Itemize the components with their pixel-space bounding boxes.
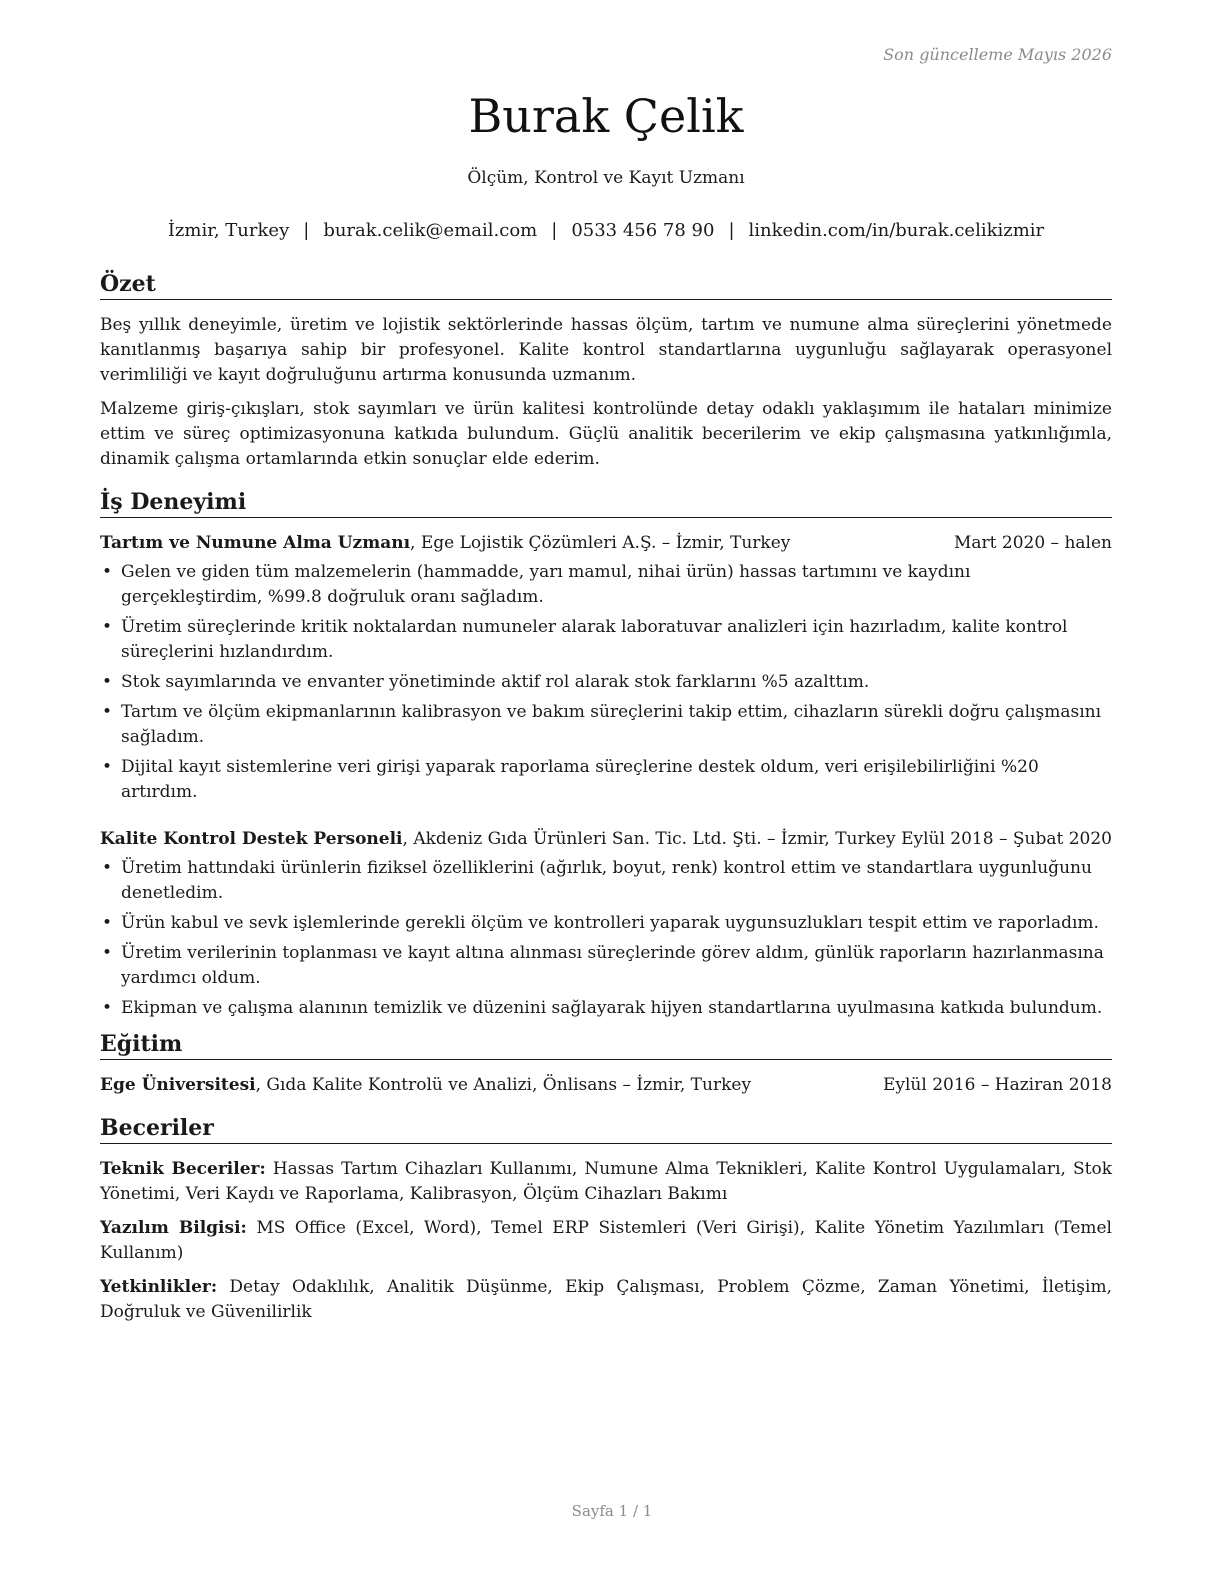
job-header [100, 827, 1112, 852]
skills-section [100, 1114, 1112, 1334]
skill-text: Hassas Tartım Cihazları Kullanımı, Numune Alma Teknikleri, Kalite Kontrol Uygulamaları, Stok Yönetimi, Veri Kaydı ve Raporlama, Kalibrasyon, Ölçüm Cihazları Bakımı [100, 1159, 1112, 1204]
bullet-text: Tartım ve ölçüm ekipmanlarının kalibrasyon ve bakım süreçlerini takip ettim, cihazların sürekli doğru çalışmasını sağladım. [121, 702, 1102, 747]
bullet-text: Üretim verilerinin toplanması ve kayıt altına alınması süreçlerinde görev aldım, günlük raporların hazırlanmasına yardımcı oldum. [121, 943, 1104, 988]
contact-linkedin[interactable]: linkedin.com/in/burak.celikizmir [748, 220, 1045, 241]
list-item [100, 670, 1112, 695]
bullet-icon: • [102, 617, 113, 637]
skill-label: Teknik Beceriler: [100, 1159, 266, 1179]
job-title-line [100, 531, 790, 556]
skill-group [100, 1275, 1112, 1325]
contact-separator: | [551, 220, 558, 241]
list-item [100, 941, 1112, 991]
skill-label: Yetkinlikler: [100, 1277, 218, 1297]
job-dates: Eylül 2018 – Şubat 2020 [901, 829, 1112, 849]
list-item [100, 755, 1112, 805]
education-entry [100, 1073, 1112, 1098]
contact-phone[interactable]: 0533 456 78 90 [571, 220, 715, 241]
education-detail: , Gıda Kalite Kontrolü ve Analizi, Önlisans – İzmir, Turkey [255, 1075, 752, 1095]
list-item [100, 856, 1112, 906]
bullet-icon: • [102, 672, 113, 692]
summary-paragraph: Beş yıllık deneyimle, üretim ve lojistik sektörlerinde hassas ölçüm, tartım ve numune alma süreçlerini yönetmede kanıtlanmış başarıya sahip bir profesyonel. Kalite kontrol standartlarına uygunluğu sağlayarak operasyonel verimliliği ve kayıt doğruluğunu artırma konusunda uzmanım. [100, 315, 1112, 385]
section-heading-summary: Özet [100, 270, 1112, 300]
section-heading-skills: Beceriler [100, 1114, 1112, 1144]
job-role: Tartım ve Numune Alma Uzmanı [100, 533, 411, 553]
job-bullets [100, 856, 1112, 1021]
bullet-text: Ürün kabul ve sevk işlemlerinde gerekli ölçüm ve kontrolleri yaparak uygunsuzlukları tespit ettim ve raporladım. [121, 913, 1099, 933]
job-company: , Ege Lojistik Çözümleri A.Ş. – İzmir, Turkey [410, 533, 791, 553]
experience-section [100, 488, 1112, 1026]
job-company: , Akdeniz Gıda Ürünleri San. Tic. Ltd. Şti. – İzmir, Turkey [402, 829, 896, 849]
page-number: Sayfa 1 / 1 [571, 1502, 653, 1520]
list-item [100, 560, 1112, 610]
bullet-icon: • [102, 562, 113, 582]
list-item [100, 996, 1112, 1021]
last-updated: Son güncelleme Mayıs 2026 [883, 45, 1112, 64]
job-bullets [100, 560, 1112, 805]
summary-paragraph: Malzeme giriş-çıkışları, stok sayımları ve ürün kalitesi kontrolünde detay odaklı yaklaşımım ile hataları minimize ettim ve süreç optimizasyonuna katkıda bulundum. Güçlü analitik becerilerim ve ekip çalışmasına yatkınlığımla, dinamik çalışma ortamlarında etkin sonuçlar elde ederim. [100, 399, 1112, 469]
bullet-text: Üretim süreçlerinde kritik noktalardan numuneler alarak laboratuvar analizleri için hazırladım, kalite kontrol süreçlerini hızlandırdım. [121, 617, 1068, 662]
job-dates: Mart 2020 – halen [953, 533, 1112, 553]
job-header [100, 531, 1112, 556]
job-entry [100, 827, 1112, 1021]
bullet-text: Stok sayımlarında ve envanter yönetiminde aktif rol alarak stok farklarını %5 azalttım. [121, 672, 870, 692]
skill-text: MS Office (Excel, Word), Temel ERP Sistemleri (Veri Girişi), Kalite Yönetim Yazılımları (Temel Kullanım) [100, 1218, 1112, 1263]
bullet-icon: • [102, 913, 113, 933]
contact-separator: | [303, 220, 310, 241]
job-entry [100, 531, 1112, 805]
education-section [100, 1030, 1112, 1098]
bullet-text: Dijital kayıt sistemlerine veri girişi yaparak raporlama süreçlerine destek oldum, veri erişilebilirliğini %20 artırdım. [121, 757, 1039, 802]
list-item [100, 911, 1112, 936]
bullet-text: Gelen ve giden tüm malzemelerin (hammadde, yarı mamul, nihai ürün) hassas tartımını ve kaydını gerçekleştirdim, %99.8 doğruluk oranı sağladım. [121, 562, 971, 607]
section-heading-education: Eğitim [100, 1030, 1112, 1060]
skill-text: Detay Odaklılık, Analitik Düşünme, Ekip Çalışması, Problem Çözme, Zaman Yönetimi, İletişim, Doğruluk ve Güvenilirlik [100, 1277, 1112, 1322]
bullet-text: Ekipman ve çalışma alanının temizlik ve düzenini sağlayarak hijyen standartlarına uyulmasına katkıda bulundum. [121, 998, 1103, 1018]
school-name: Ege Üniversitesi [100, 1075, 256, 1095]
contact-location: İzmir, Turkey [167, 220, 290, 241]
bullet-icon: • [102, 998, 113, 1018]
job-title-line [100, 827, 896, 852]
list-item [100, 615, 1112, 665]
contact-email[interactable]: burak.celik@email.com [323, 220, 538, 241]
summary-section [100, 270, 1112, 472]
bullet-icon: • [102, 702, 113, 722]
education-dates: Eylül 2016 – Haziran 2018 [882, 1075, 1112, 1095]
bullet-icon: • [102, 943, 113, 963]
skill-group [100, 1216, 1112, 1266]
contact-line [100, 220, 1112, 241]
list-item [100, 700, 1112, 750]
job-role: Kalite Kontrol Destek Personeli [100, 829, 403, 849]
education-title-line [100, 1073, 751, 1098]
skill-group [100, 1157, 1112, 1207]
candidate-title: Ölçüm, Kontrol ve Kayıt Uzmanı [467, 168, 745, 188]
bullet-icon: • [102, 757, 113, 777]
bullet-icon: • [102, 858, 113, 878]
contact-separator: | [728, 220, 735, 241]
candidate-name: Burak Çelik [468, 89, 744, 143]
skill-label: Yazılım Bilgisi: [100, 1218, 247, 1238]
bullet-text: Üretim hattındaki ürünlerin fiziksel özelliklerini (ağırlık, boyut, renk) kontrol ettim ve standartlara uygunluğunu denetledim. [121, 858, 1092, 903]
section-heading-experience: İş Deneyimi [100, 488, 1112, 518]
